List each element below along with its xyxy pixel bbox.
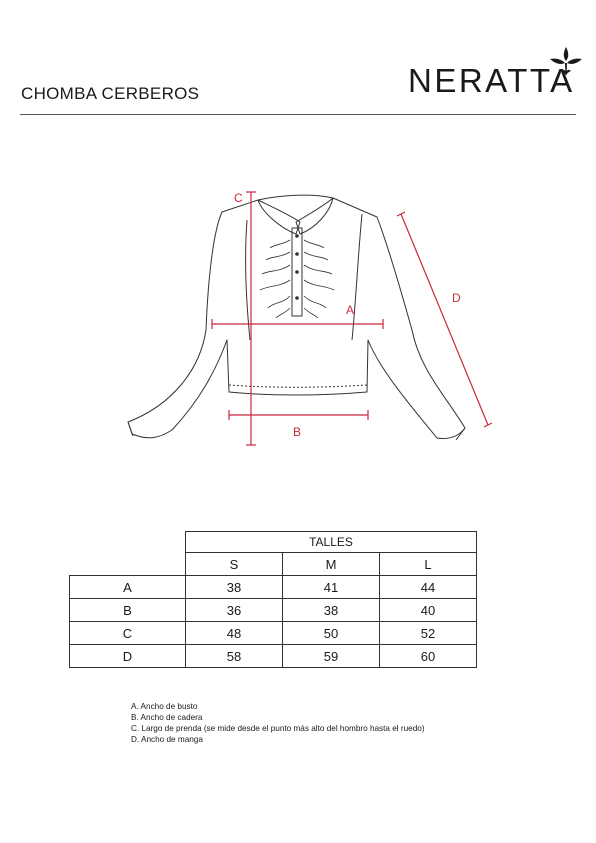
legend-item: D. Ancho de manga: [131, 735, 203, 744]
table-cell: 52: [380, 622, 477, 645]
row-label: D: [70, 645, 186, 668]
row-label: A: [70, 576, 186, 599]
table-cell: 41: [283, 576, 380, 599]
label-a: A: [346, 303, 355, 317]
size-header-s: S: [186, 553, 283, 576]
table-row: [70, 622, 477, 645]
table-cell: 60: [380, 645, 477, 668]
ruffle-detail: [260, 240, 334, 318]
table-cell: 58: [186, 645, 283, 668]
table-cell: 48: [186, 622, 283, 645]
row-label: C: [70, 622, 186, 645]
table-row: [70, 576, 477, 599]
label-d: D: [452, 291, 461, 305]
brand-logo-text: NERATTA: [408, 62, 575, 99]
table-cell: 40: [380, 599, 477, 622]
size-header-m: M: [283, 553, 380, 576]
table-row: [70, 645, 477, 668]
talles-header: TALLES: [186, 532, 477, 553]
label-b: B: [293, 425, 302, 439]
collar: [258, 200, 300, 234]
legend-item: A. Ancho de busto: [131, 702, 198, 711]
size-table: [69, 531, 477, 668]
product-title: CHOMBA CERBEROS: [21, 84, 200, 103]
table-row: [70, 599, 477, 622]
table-cell: 36: [186, 599, 283, 622]
measure-d-line: [401, 214, 488, 425]
table-cell: 44: [380, 576, 477, 599]
table-cell: 38: [283, 599, 380, 622]
row-label: B: [70, 599, 186, 622]
label-c: C: [234, 191, 243, 205]
size-header-l: L: [380, 553, 477, 576]
legend-item: B. Ancho de cadera: [131, 713, 203, 722]
table-cell: 38: [186, 576, 283, 599]
table-cell: 59: [283, 645, 380, 668]
legend-item: C. Largo de prenda (se mide desde el punto más alto del hombro hasta el ruedo): [131, 724, 425, 733]
table-cell: 50: [283, 622, 380, 645]
button-icons: [295, 234, 299, 300]
measurement-legend: [131, 701, 425, 745]
